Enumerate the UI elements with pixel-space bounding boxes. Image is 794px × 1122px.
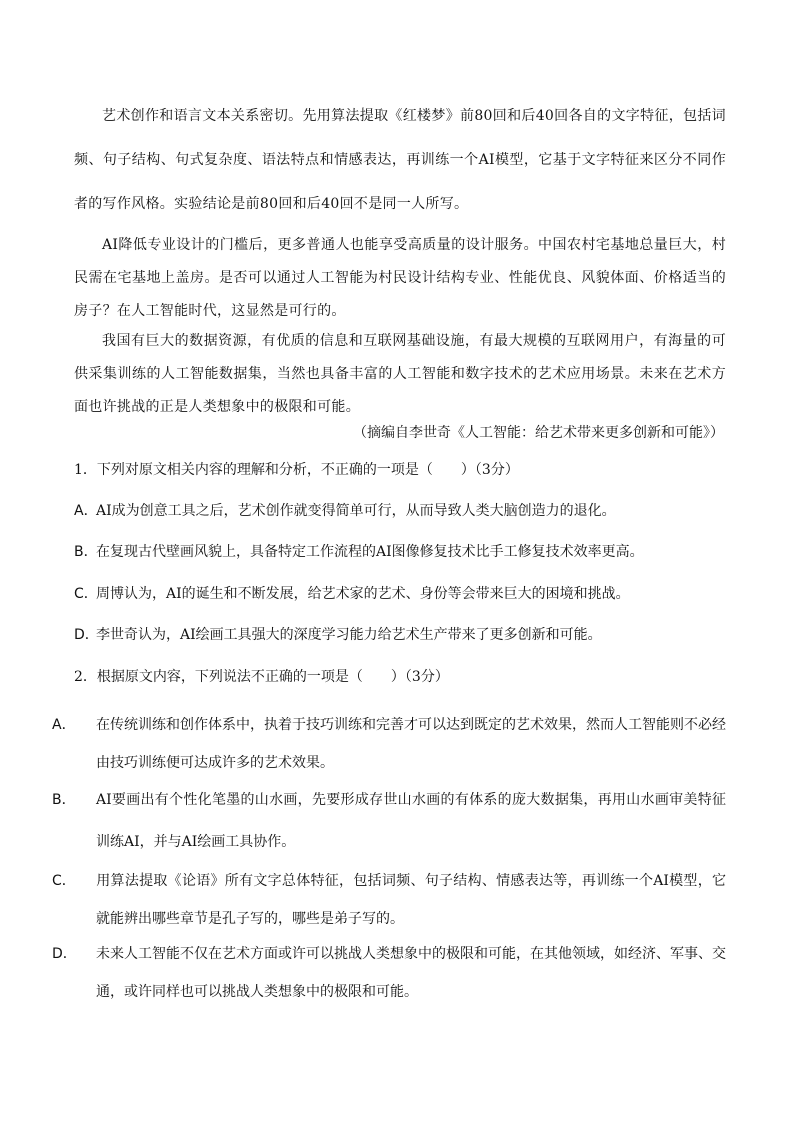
question-1-option-b[interactable] xyxy=(74,541,726,563)
option-label: D． xyxy=(52,946,77,962)
option-label: C． xyxy=(74,586,98,602)
option-text: 在复现古代壁画风貌上，具备特定工作流程的AI图像修复技术比手工修复技术效率更高。 xyxy=(96,544,644,560)
option-text: AI要画出有个性化笔墨的山水画，先要形成存世山水画的有体系的庞大数据集，再用山水画审美特征训练AI，并与AI绘画工具协作。 xyxy=(96,792,726,850)
option-text: AI成为创意工具之后，艺术创作就变得简单可行，从而导致人类大脑创造力的退化。 xyxy=(96,503,616,519)
option-label: A． xyxy=(74,503,98,519)
passage-paragraph-2: AI降低专业设计的门槛后，更多普通人也能享受高质量的设计服务。中国农村宅基地总量巨大，村民需在宅基地上盖房。是否可以通过人工智能为村民设计结构专业、性能优良、风貌体面、价格适当的房子？在人工智能时代，这显然是可行的。 xyxy=(74,237,726,319)
option-text: 周博认为，AI的诞生和不断发展，给艺术家的艺术、身份等会带来巨大的困境和挑战。 xyxy=(96,586,630,602)
option-text: 在传统训练和创作体系中，执着于技巧训练和完善才可以达到既定的艺术效果，然而人工智能则不必经由技巧训练便可达成许多的艺术效果。 xyxy=(96,717,726,771)
question-2-option-b[interactable] xyxy=(52,779,726,863)
question-1-stem: 1．下列对原文相关内容的理解和分析，不正确的一项是（ ）（3分） xyxy=(74,462,519,478)
option-text: 李世奇认为，AI绘画工具强大的深度学习能力给艺术生产带来了更多创新和可能。 xyxy=(96,627,602,643)
option-text: 未来人工智能不仅在艺术方面或许可以挑战人类想象中的极限和可能，在其他领域，如经济、军事、交通，或许同样也可以挑战人类想象中的极限和可能。 xyxy=(96,946,726,1000)
question-2-option-d[interactable] xyxy=(52,935,726,1011)
passage-paragraph-3: 我国有巨大的数据资源，有优质的信息和互联网基础设施，有最大规模的互联网用户，有海量的可供采集训练的人工智能数据集，当然也具备丰富的人工智能和数字技术的艺术应用场景。未来在艺术方面也许挑战的正是人类想象中的极限和可能。 xyxy=(74,333,726,415)
option-label: A． xyxy=(52,717,76,733)
question-1-option-c[interactable] xyxy=(74,583,726,605)
option-label: B． xyxy=(52,792,76,808)
question-1-option-a[interactable] xyxy=(74,500,726,522)
question-2-stem: 2．根据原文内容，下列说法不正确的一项是（ ）（3分） xyxy=(74,669,449,685)
option-text: 用算法提取《论语》所有文字总体特征，包括词频、句子结构、情感表达等，再训练一个AI模型，它就能辨出哪些章节是孔子写的，哪些是弟子写的。 xyxy=(96,873,726,927)
option-label: C． xyxy=(52,873,76,889)
option-label: B． xyxy=(74,544,98,560)
question-2-option-a[interactable] xyxy=(52,706,726,782)
question-1-option-d[interactable] xyxy=(74,624,726,646)
passage-paragraph-1: 艺术创作和语言文本关系密切。先用算法提取《红楼梦》前80回和后40回各自的文字特征，包括词频、句子结构、句式复杂度、语法特点和情感表达，再训练一个AI模型，它基于文字特征来区分不同作者的写作风格。实验结论是前80回和后40回不是同一人所写。 xyxy=(74,108,726,212)
option-label: D． xyxy=(74,627,99,643)
passage-source-citation: （摘编自李世奇《人工智能：给艺术带来更多创新和可能》） xyxy=(353,425,724,441)
question-2-option-c[interactable] xyxy=(52,862,726,938)
